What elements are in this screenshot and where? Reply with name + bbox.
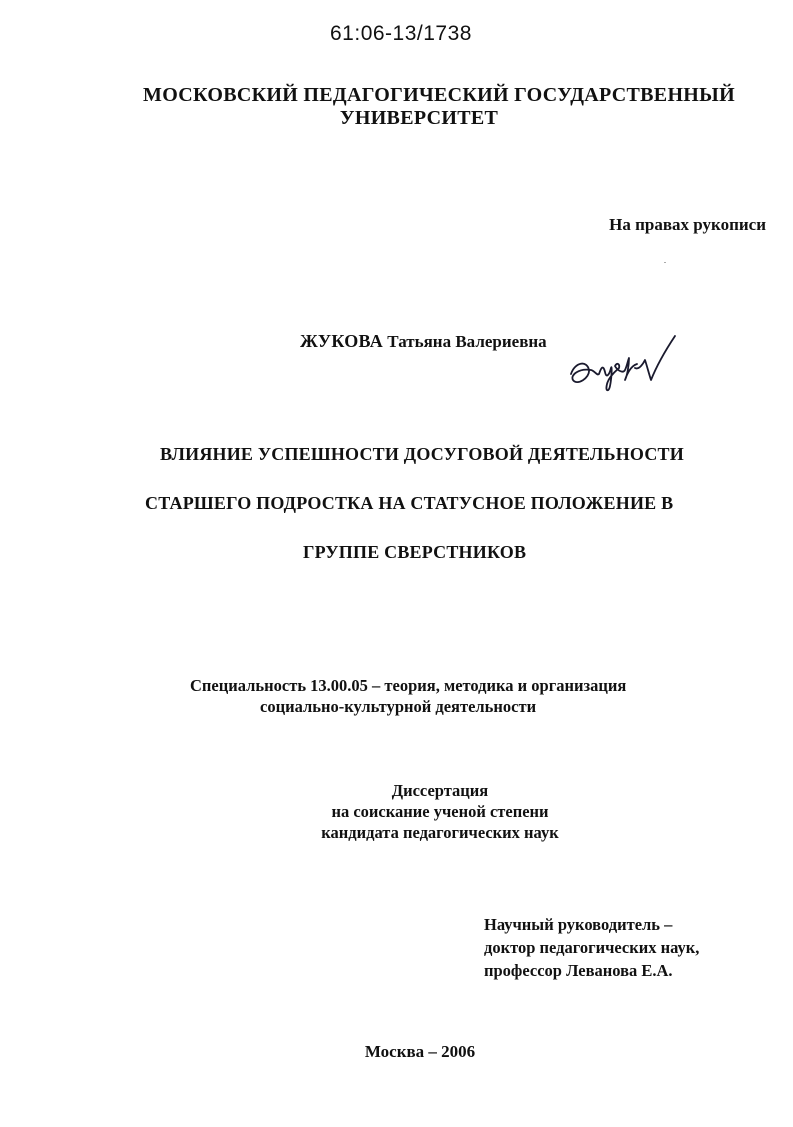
university-name — [0, 84, 793, 130]
supervisor-line-1: Научный руководитель – — [484, 915, 673, 934]
dissertation-title — [120, 430, 720, 577]
dissertation-line-3: кандидата педагогических наук — [321, 823, 559, 842]
manuscript-note: На правах рукописи — [609, 215, 766, 234]
university-line-2: УНИВЕРСИТЕТ — [339, 107, 499, 129]
university-line-1: МОСКОВСКИЙ ПЕДАГОГИЧЕСКИЙ ГОСУДАРСТВЕННЫЙ — [143, 84, 735, 106]
scan-speck — [664, 262, 666, 263]
supervisor-line-3: профессор Леванова Е.А. — [484, 961, 673, 980]
scientific-supervisor — [484, 913, 699, 982]
author-name — [300, 331, 547, 352]
specialty — [190, 675, 626, 717]
handwritten-signature — [565, 330, 680, 398]
signature-stroke — [571, 336, 675, 390]
author-surname: ЖУКОВА — [300, 331, 384, 351]
dissertation-line-1: Диссертация — [391, 781, 489, 800]
dissertation-line-2: на соискание ученой степени — [331, 802, 549, 821]
dissertation-degree — [0, 780, 793, 843]
title-line-3: ГРУППЕ СВЕРСТНИКОВ — [303, 542, 527, 562]
title-line-1: ВЛИЯНИЕ УСПЕШНОСТИ ДОСУГОВОЙ ДЕЯТЕЛЬНОСТИ — [160, 444, 684, 464]
title-line-2: СТАРШЕГО ПОДРОСТКА НА СТАТУСНОЕ ПОЛОЖЕНИЕ В — [145, 493, 674, 513]
specialty-line-2: социально-культурной деятельности — [260, 697, 537, 716]
author-given-names: Татьяна Валериевна — [387, 332, 547, 351]
supervisor-line-2: доктор педагогических наук, — [484, 938, 700, 957]
city-year: Москва – 2006 — [364, 1042, 476, 1061]
specialty-line-1: Специальность 13.00.05 – теория, методика и организация — [190, 676, 627, 695]
catalog-code: 61:06-13/1738 — [330, 22, 472, 45]
